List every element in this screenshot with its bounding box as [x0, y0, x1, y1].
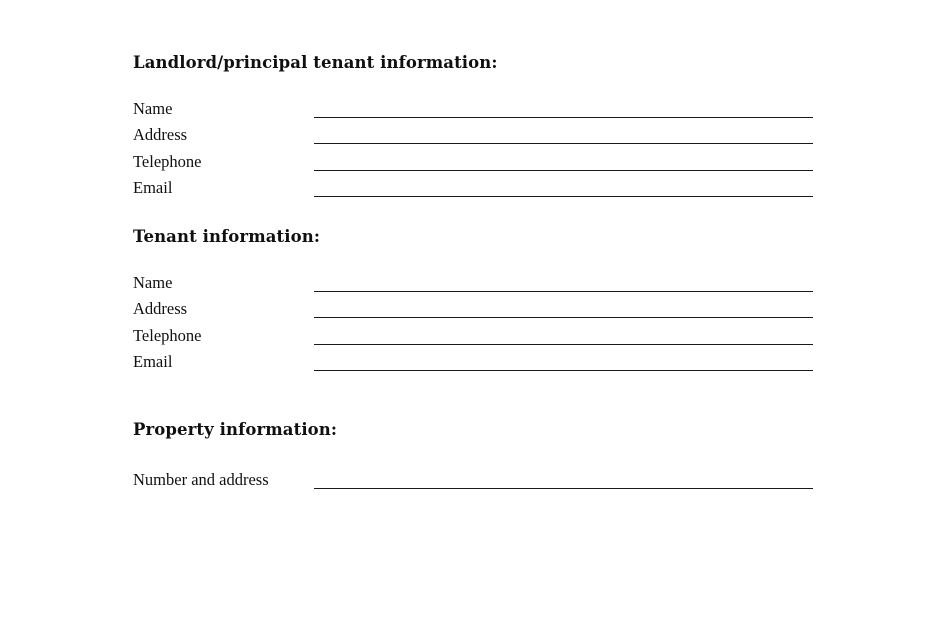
field-row[interactable]: [133, 321, 813, 348]
property-section-heading: Property information:: [133, 420, 338, 439]
landlord-address-input-line[interactable]: [314, 143, 813, 144]
property-information-section: [133, 420, 813, 492]
tenant-telephone-input-line[interactable]: [314, 344, 813, 345]
landlord-address-label: Address: [133, 125, 188, 145]
tenant-fields-list: [133, 268, 813, 374]
landlord-section-heading: Landlord/principal tenant information:: [133, 53, 498, 72]
field-row[interactable]: [133, 348, 813, 375]
field-row[interactable]: [133, 295, 813, 322]
tenant-telephone-label: Telephone: [133, 325, 202, 345]
landlord-name-input-line[interactable]: [314, 117, 813, 118]
field-row[interactable]: [133, 465, 813, 492]
tenant-section-heading: Tenant information:: [133, 227, 321, 246]
property-fields-list: [133, 465, 813, 492]
landlord-name-label: Name: [133, 98, 173, 118]
tenant-name-input-line[interactable]: [314, 291, 813, 292]
landlord-information-section: [133, 53, 813, 200]
tenant-information-section: [133, 227, 813, 374]
field-row[interactable]: [133, 94, 813, 121]
property-number-and-address-input-line[interactable]: [314, 488, 813, 489]
field-row[interactable]: [133, 174, 813, 201]
landlord-telephone-input-line[interactable]: [314, 170, 813, 171]
landlord-telephone-label: Telephone: [133, 151, 202, 171]
tenant-address-input-line[interactable]: [314, 317, 813, 318]
landlord-email-label: Email: [133, 178, 173, 198]
field-row[interactable]: [133, 268, 813, 295]
property-number-and-address-label: Number and address: [133, 469, 269, 489]
tenant-name-label: Name: [133, 272, 173, 292]
field-row[interactable]: [133, 147, 813, 174]
landlord-email-input-line[interactable]: [314, 196, 813, 197]
landlord-fields-list: [133, 94, 813, 200]
tenant-email-label: Email: [133, 352, 173, 372]
field-row[interactable]: [133, 121, 813, 148]
tenant-address-label: Address: [133, 299, 188, 319]
tenant-email-input-line[interactable]: [314, 370, 813, 371]
